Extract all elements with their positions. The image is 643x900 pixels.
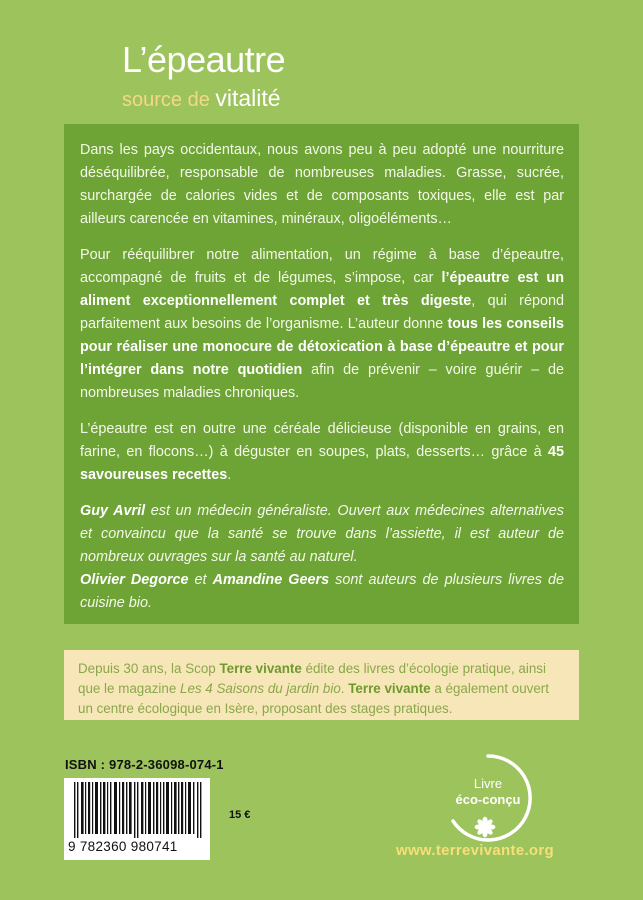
p2-text-3: afin de prévenir – voire guérir – de nombreuses maladies chroniques. [80, 362, 564, 401]
publisher-box [64, 650, 579, 720]
pub-a: Depuis 30 ans, la Scop [78, 661, 220, 676]
author-amandine-geers: Amandine Geers [212, 572, 330, 588]
author-olivier-degorce: Olivier Degorce [80, 572, 189, 588]
p2-bold-2: tous les conseils pour réaliser une monocure de détoxication à base d’épeautre et pour l’intégrer dans notre quotidien [80, 316, 564, 378]
p2-bold-1: l’épeautre est un aliment exceptionnellement complet et très digeste [80, 270, 564, 309]
paragraph-1: Dans les pays occidentaux, nous avons peu à peu adopté une nourriture déséquilibrée, responsable de nombreuses maladies. Grasse, sucrée, surchargée de calories vides et de composants toxiques, elle est par ailleurs carencée en vitamines, minéraux, oligoéléments… [80, 142, 564, 227]
pub-magazine: Les 4 Saisons du jardin bio [180, 681, 341, 696]
bio-text-2: sont auteurs de plusieurs livres de cuisine bio. [80, 572, 564, 611]
barcode [64, 778, 210, 860]
subtitle-part1: source de [122, 89, 216, 111]
p2-text: Pour rééquilibrer notre alimentation, un régime à base d’épeautre, accompagné de fruits et de légumes, s’impose, car [80, 247, 564, 286]
pub-e: . [340, 681, 349, 696]
p3-end: . [227, 467, 232, 483]
p3-bold: 45 savoureuses recettes [80, 444, 564, 483]
p3-text: L’épeautre est en outre une céréale délicieuse (disponible en grains, en farine, en flocons…) à déguster en soupes, plats, desserts… grâce à [80, 421, 564, 460]
pub-c: édite des livres d’écologie pratique, ainsi que le magazine [78, 661, 546, 696]
description-panel [64, 124, 579, 624]
book-subtitle [122, 86, 281, 112]
author-bio [80, 500, 564, 615]
logo-line-1: Livre [473, 776, 503, 791]
publisher-url[interactable]: www.terrevivante.org [396, 842, 554, 859]
logo-line-2: éco-conçu [455, 792, 521, 807]
author-guy-avril: Guy Avril [80, 503, 146, 519]
barcode-icon [70, 782, 204, 838]
isbn: ISBN : 978-2-36098-074-1 [65, 757, 224, 772]
p2-text-2: , qui répond parfaitement aux besoins de l’organisme. L’auteur donne [80, 293, 564, 332]
barcode-digits: 9 782360 980741 [68, 839, 178, 854]
flower-icon [475, 817, 496, 838]
bio-text-1: est un médecin généraliste. Ouvert aux médecines alternatives et convaincu que la santé se trouve dans l’assiette, il est auteur de nombreux ouvrages sur la santé au naturel. [80, 503, 564, 565]
bio-and: et [188, 572, 213, 588]
pub-g: a également ouvert un centre écologique en Isère, proposant des stages pratiques. [78, 681, 549, 716]
pub-terre-vivante-1: Terre vivante [219, 661, 302, 676]
paragraph-3 [80, 418, 564, 487]
pub-terre-vivante-2: Terre vivante [348, 681, 431, 696]
paragraph-2 [80, 244, 564, 405]
price: 15 € [229, 809, 251, 821]
subtitle-part2: vitalité [215, 85, 281, 111]
book-title: L’épeautre [122, 39, 286, 80]
eco-logo-text [441, 776, 535, 808]
